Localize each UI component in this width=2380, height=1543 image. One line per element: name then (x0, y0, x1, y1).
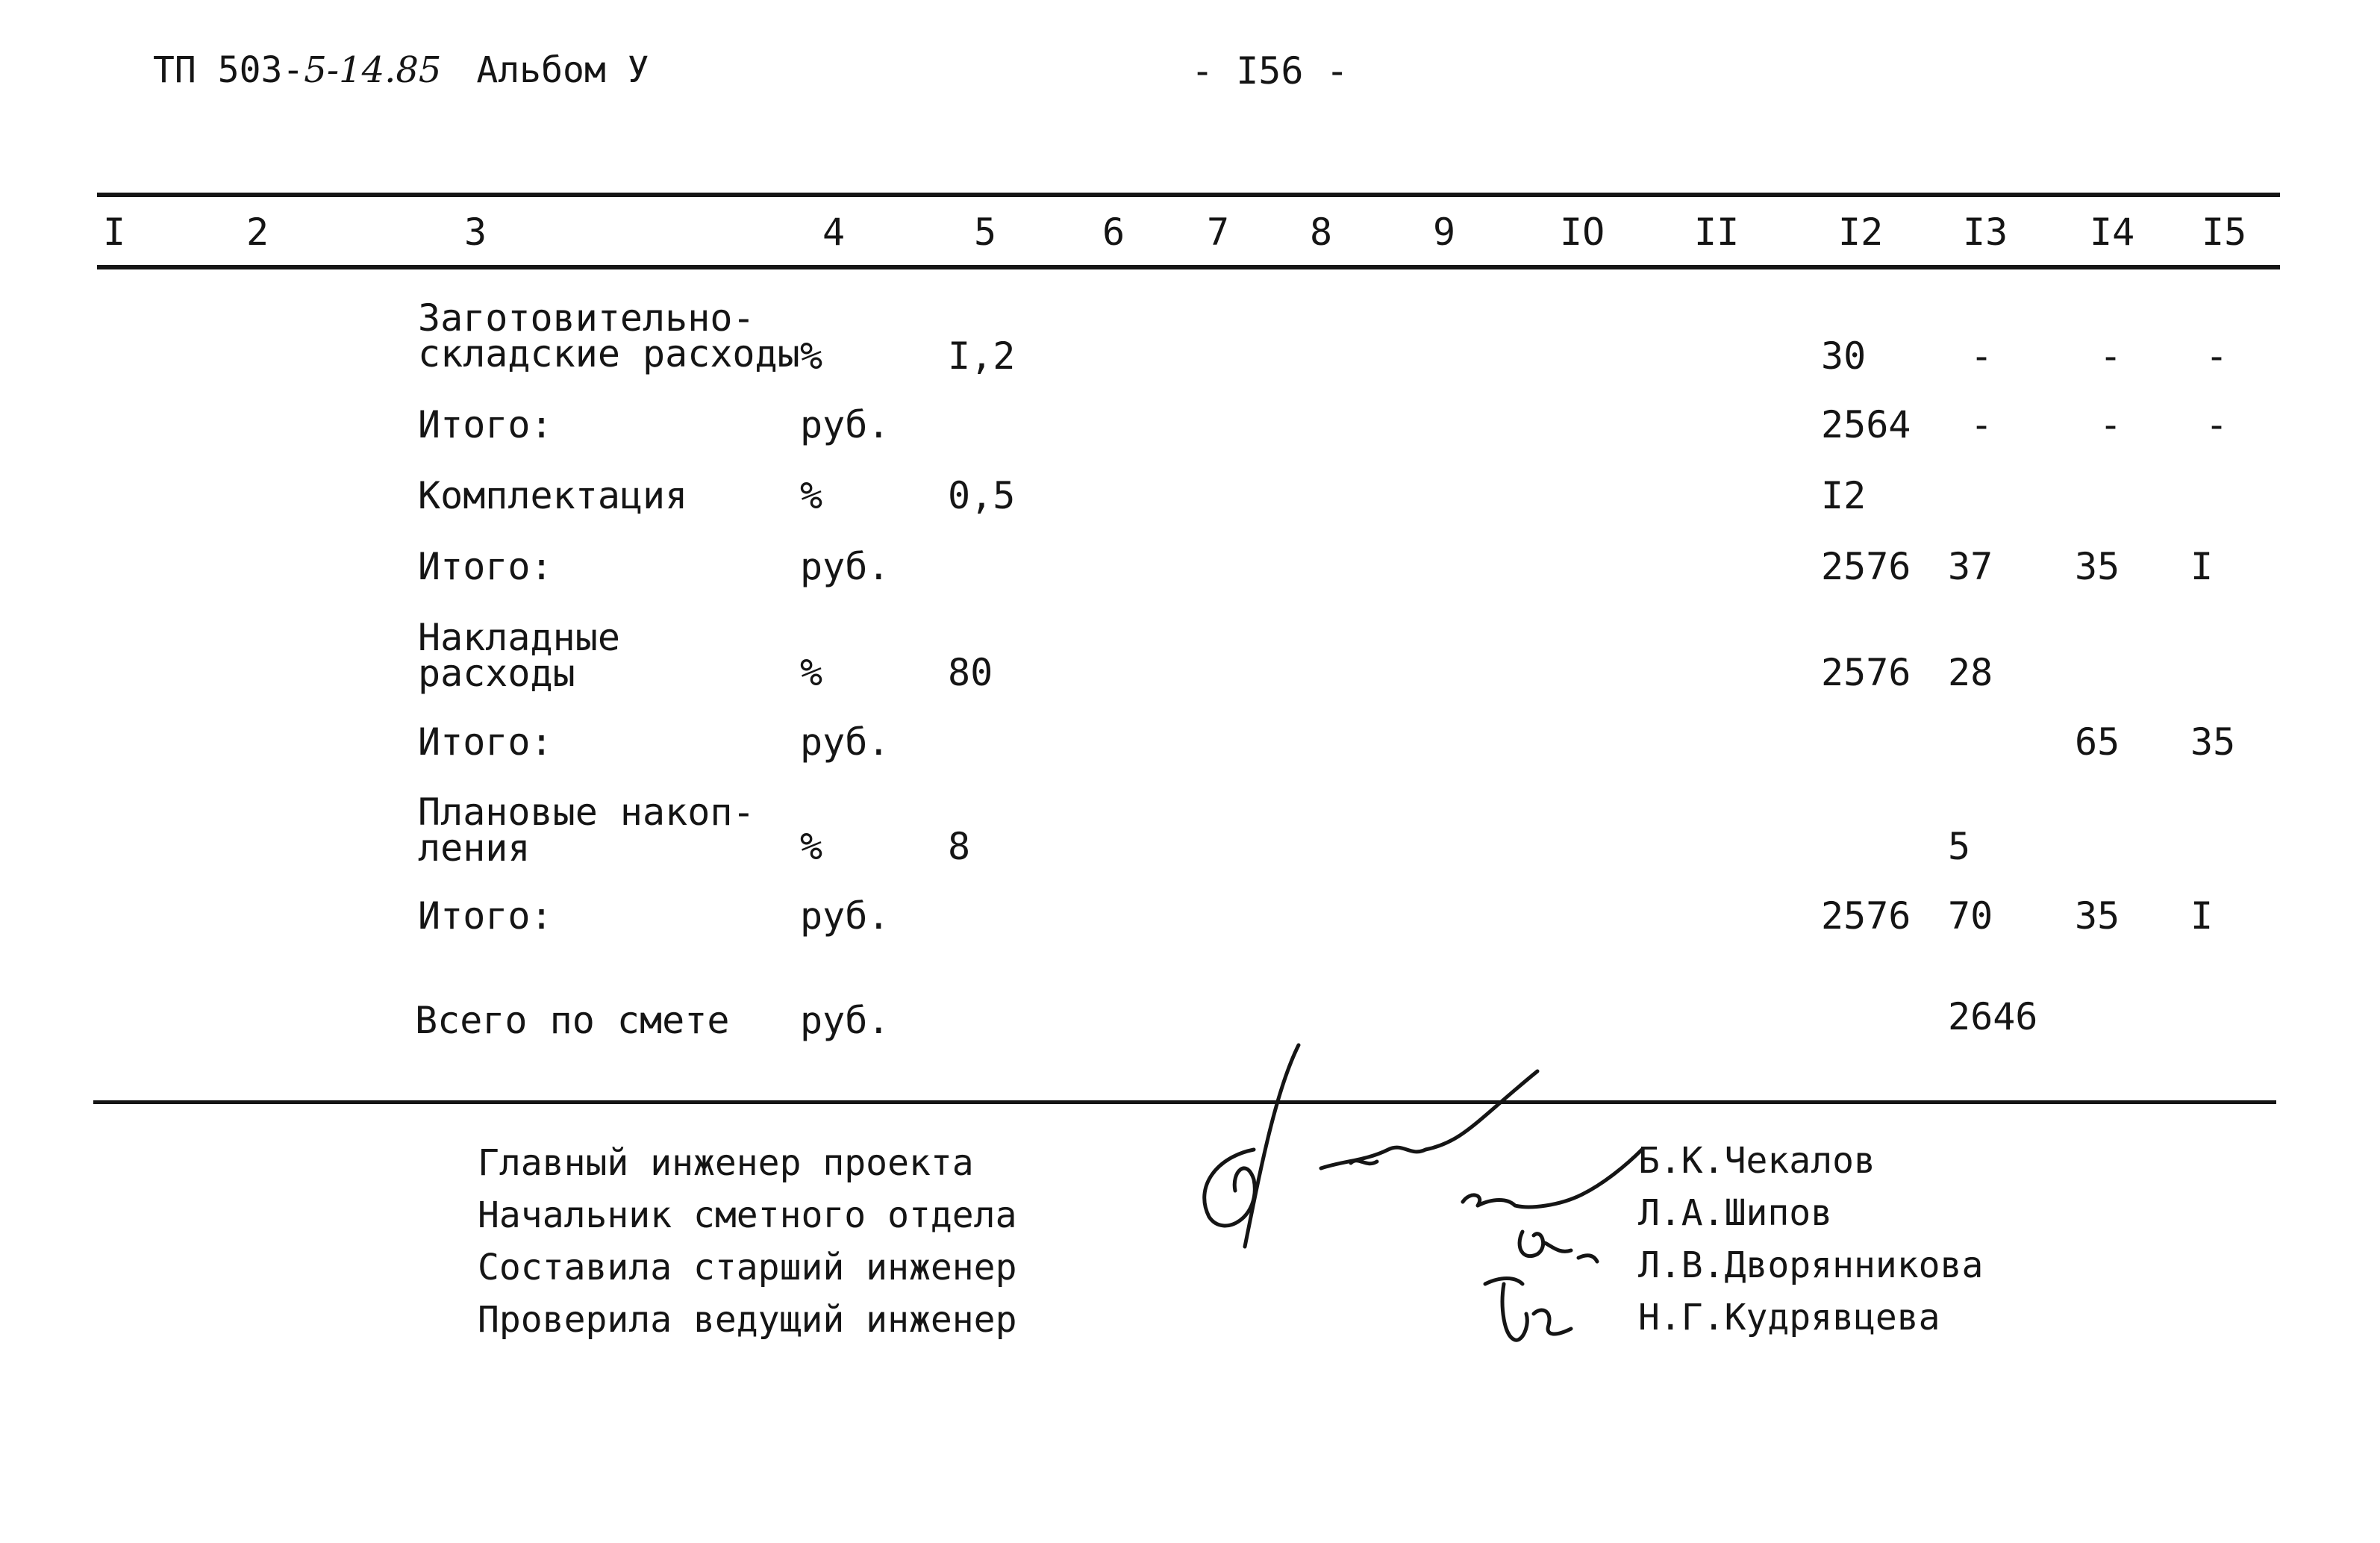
row-unit: руб. (800, 403, 890, 446)
row-col14: - (2099, 403, 2123, 446)
row-unit: % (800, 474, 823, 517)
row-col14: 35 (2075, 894, 2120, 938)
row-col14: - (2099, 334, 2123, 378)
row-rate: 0,5 (948, 474, 1016, 517)
signatory-role: Главный инженер проекта (478, 1142, 974, 1184)
row-col12: 2576 (1821, 545, 1911, 588)
signature-chief-engineer (1245, 1045, 1299, 1247)
row-col13: 5 (1948, 825, 1971, 868)
column-number: 7 (1207, 211, 1230, 254)
row-col15: I (2190, 894, 2214, 938)
table-row-label: Комплектация (418, 474, 688, 517)
row-col14: 35 (2075, 545, 2120, 588)
row-col15: - (2205, 403, 2228, 446)
row-col13: - (1970, 403, 1993, 446)
column-number: 4 (822, 211, 846, 254)
row-col15: I (2190, 545, 2214, 588)
column-number: I (103, 211, 126, 254)
signature-estimate-head (1463, 1150, 1642, 1207)
row-col13: 70 (1948, 894, 1993, 938)
column-number: 5 (974, 211, 997, 254)
column-number: I2 (1838, 211, 1884, 254)
signatory-name: Л.А.Шипов (1638, 1192, 1833, 1234)
row-unit: % (800, 651, 823, 694)
row-unit: руб. (800, 720, 890, 764)
row-unit: руб. (800, 545, 890, 588)
column-number: I4 (2090, 211, 2135, 254)
handwritten-signatures (1164, 1030, 1687, 1388)
row-col12: 2576 (1821, 651, 1911, 694)
total-value: 2646 (1948, 995, 2038, 1038)
signature-senior-engineer (1519, 1232, 1597, 1262)
row-col12: I2 (1821, 474, 1867, 517)
column-number: I3 (1963, 211, 2008, 254)
row-col12: 2576 (1821, 894, 1911, 938)
table-row-label: Накладные расходы (418, 616, 620, 695)
row-col15: 35 (2190, 720, 2236, 764)
row-unit: % (800, 825, 823, 868)
table-row-label: Итого: (418, 545, 553, 588)
row-rate: 8 (948, 825, 971, 868)
column-number: 6 (1102, 211, 1125, 254)
row-unit: руб. (800, 894, 890, 938)
signatory-role: Начальник сметного отдела (478, 1194, 1017, 1236)
signatory-role: Составила старший инженер (478, 1247, 1017, 1288)
column-number: II (1694, 211, 1740, 254)
doc-code-handwritten: 5-14.85 (304, 49, 442, 91)
row-col12: 2564 (1821, 403, 1911, 446)
signatory-role: Проверила ведущий инженер (478, 1299, 1017, 1341)
row-rate: 80 (948, 651, 993, 694)
document-code (153, 49, 649, 91)
column-number: 8 (1310, 211, 1333, 254)
row-col12: 30 (1821, 334, 1867, 378)
total-label: Всего по смете (415, 999, 730, 1042)
signatory-name: Б.К.Чекалов (1638, 1140, 1875, 1182)
table-row-label: Итого: (418, 403, 553, 446)
column-number: IO (1560, 211, 1605, 254)
doc-code-typed: ТП 503- (153, 49, 304, 91)
column-number: I5 (2202, 211, 2247, 254)
table-top-rule (97, 193, 2280, 197)
page-number: - I56 - (1191, 49, 1349, 93)
signatory-name: Л.В.Дворянникова (1638, 1244, 1984, 1286)
row-col13: 37 (1948, 545, 1993, 588)
row-rate: I,2 (948, 334, 1016, 378)
table-row-label: Плановые накоп- ления (418, 791, 755, 870)
row-col14: 65 (2075, 720, 2120, 764)
table-header-rule (97, 265, 2280, 269)
column-number: 9 (1433, 211, 1456, 254)
row-unit: % (800, 334, 823, 378)
table-row-label: Заготовительно- складские расходы (418, 296, 800, 375)
row-col13: 28 (1948, 651, 1993, 694)
table-row-label: Итого: (418, 720, 553, 764)
row-col15: - (2205, 334, 2228, 378)
total-unit: руб. (800, 999, 890, 1042)
signature-lead-engineer (1485, 1279, 1571, 1341)
column-number: 2 (246, 211, 269, 254)
album-label: Альбом У (476, 49, 649, 91)
signatory-name: Н.Г.Кудрявцева (1638, 1297, 1940, 1338)
column-number: 3 (464, 211, 487, 254)
table-row-label: Итого: (418, 894, 553, 938)
row-col13: - (1970, 334, 1993, 378)
